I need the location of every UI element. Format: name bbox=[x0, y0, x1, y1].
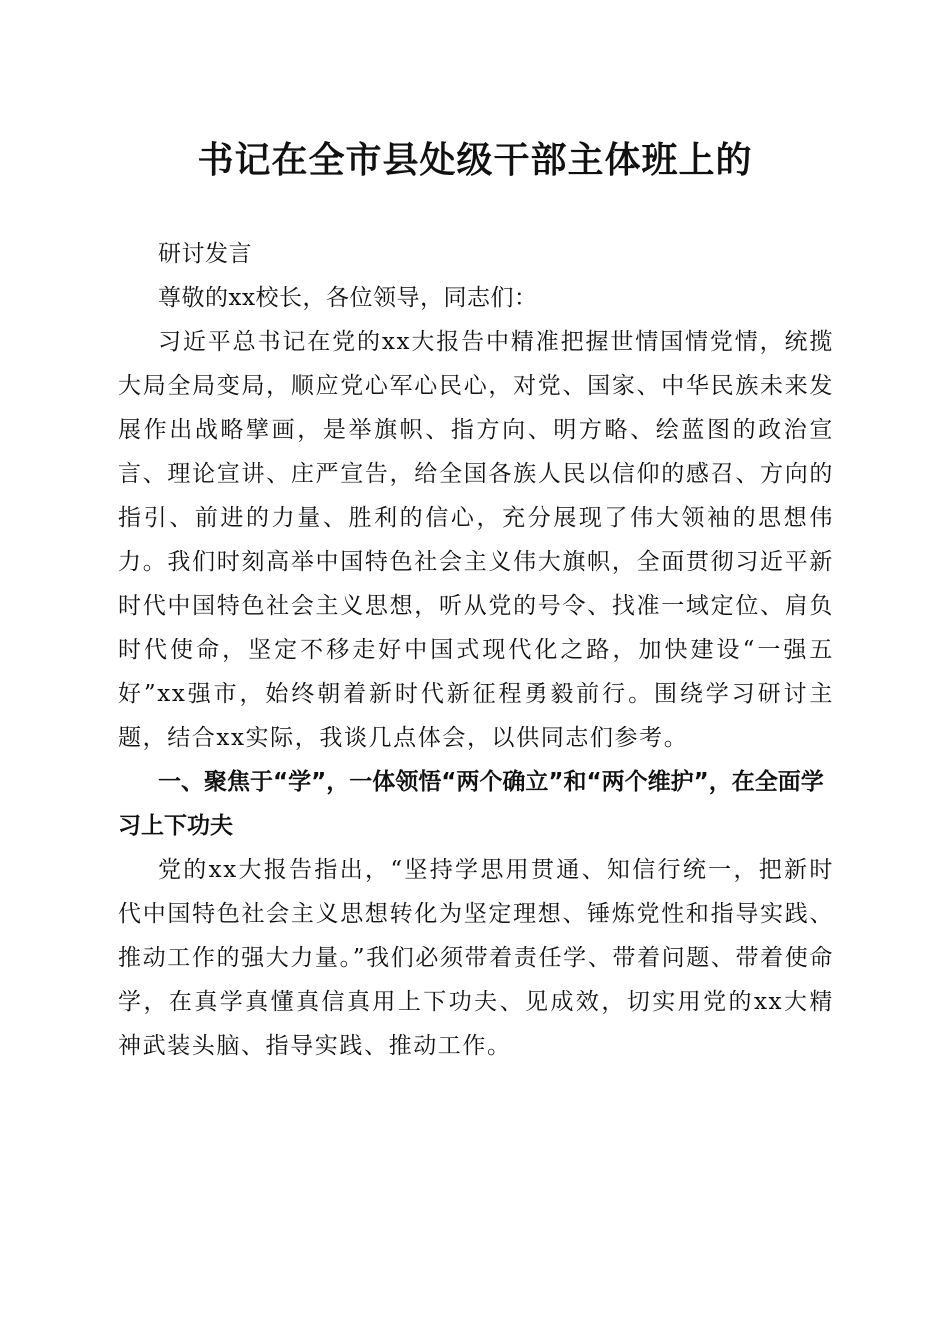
section-paragraph: 党的xx大报告指出，“坚持学思用贯通、知信行统一，把新时代中国特色社会主义思想转化为坚定理想、锤炼党性和指导实践、推动工作的强大力量。”我们必须带着责任学、带着问题、带着使命学，在真学真懂真信真用上下功夫、见成效，切实用党的xx大精神武装头脑、指导实践、推动工作。 bbox=[118, 857, 834, 1059]
intro-paragraph: 习近平总书记在党的xx大报告中精准把握世情国情党情，统揽大局全局变局，顺应党心军心民心，对党、国家、中华民族未来发展作出战略擘画，是举旗帜、指方向、明方略、绘蓝图的政治宣言、理论宣讲、庄严宣告，给全国各族人民以信仰的感召、方向的指引、前进的力量、胜利的信心，充分展现了伟大领袖的思想伟力。我们时刻高举中国特色社会主义伟大旗帜，全面贯彻习近平新时代中国特色社会主义思想，听从党的号令、找准一域定位、肩负时代使命，坚定不移走好中国式现代化之路，加快建设“一强五好”xx强市，始终朝着新时代新征程勇毅前行。围绕学习研讨主题，结合xx实际，我谈几点体会，以供同志们参考。 bbox=[118, 329, 834, 751]
section-heading: 一、聚焦于“学”，一体领悟“两个确立”和“两个维护”，在全面学习上下功夫 bbox=[118, 769, 824, 839]
subtitle: 研讨发言 bbox=[158, 241, 252, 267]
document-title: 书记在全市县处级干部主体班上的 bbox=[197, 139, 753, 181]
document-body bbox=[118, 232, 834, 1068]
salutation: 尊敬的xx校长，各位领导，同志们： bbox=[158, 285, 538, 311]
